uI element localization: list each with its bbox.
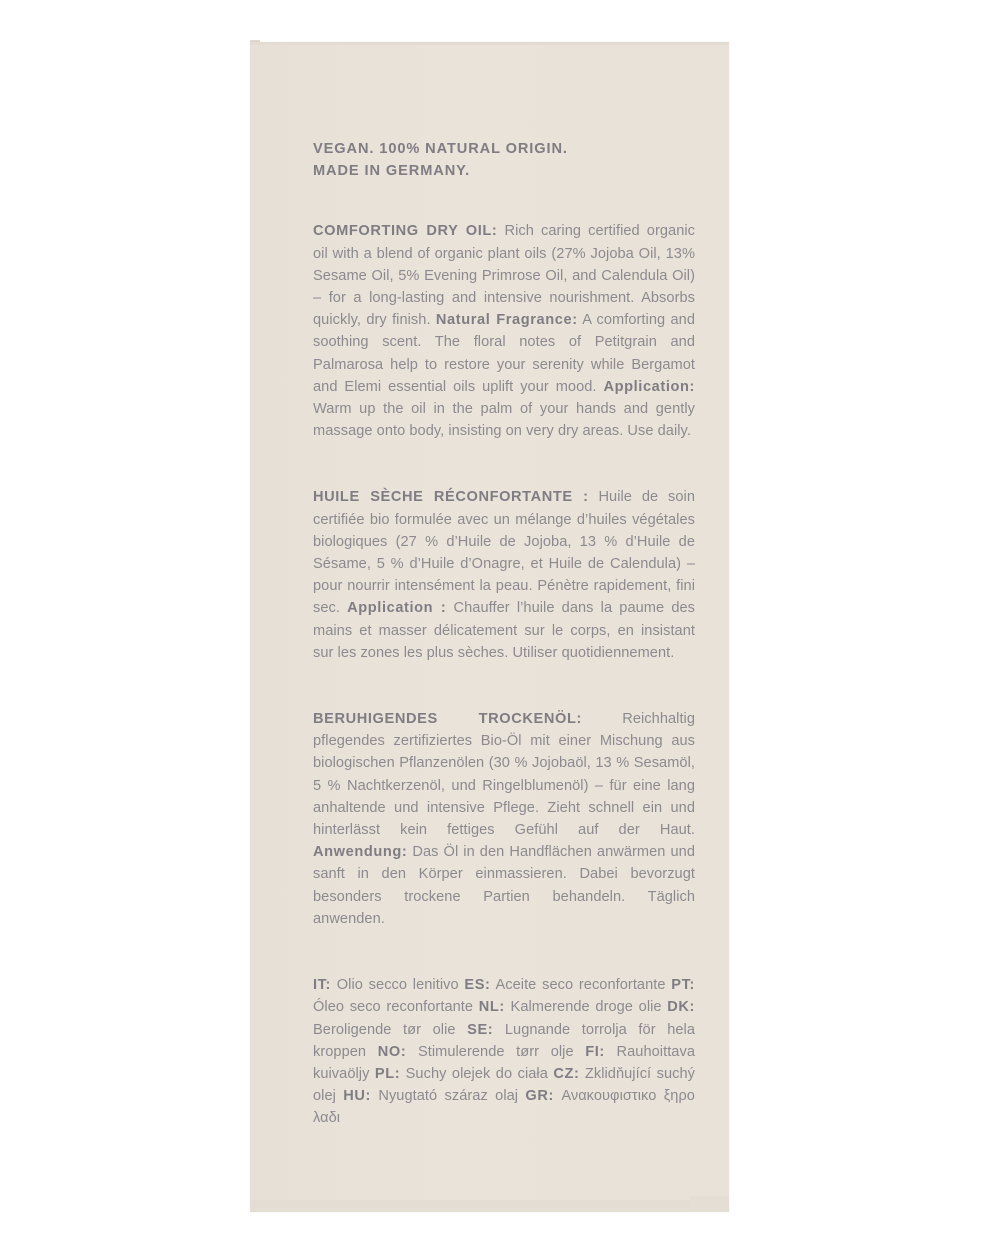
lang-name: Suchy olejek do ciała xyxy=(400,1065,554,1082)
english-label-fragrance: Natural Fragrance: xyxy=(435,312,578,329)
lang-code: IT: xyxy=(313,977,332,994)
english-text-2: A comforting and soothing scent. The floral notes of Petitgrain and Palmarosa help to restore your serenity while Bergamot and Elemi essential oils uplift your mood. xyxy=(313,312,695,395)
lang-name: Beroligende tør olie xyxy=(313,1021,468,1038)
lang-code: ES: xyxy=(464,977,491,994)
intro-line-2: MADE IN GERMANY. xyxy=(313,163,471,180)
lang-code: PL: xyxy=(374,1065,401,1082)
lang-code: NO: xyxy=(377,1043,407,1060)
french-label-application: Application : xyxy=(347,600,447,617)
english-section xyxy=(313,220,695,442)
lang-code: GR: xyxy=(525,1088,554,1105)
box-bottom-edge xyxy=(250,1200,690,1212)
english-text-1: Rich caring certified organic oil with a blend of organic plant oils (27% Jojoba Oil, 13% Sesame Oil, 5% Evening Primrose Oil, and Calendula Oil) – for a long-lasting and intensive nourishment. Absorbs quickly, dry finish. xyxy=(313,223,695,329)
french-text-2: Chauffer l’huile dans la paume des mains et masser délicatement sur le corps, en insistant sur les zones les plus sèches. Utiliser quotidiennement. xyxy=(313,600,695,661)
lang-code: PT: xyxy=(671,977,695,994)
english-text-3: Warm up the oil in the palm of your hands and gently massage onto body, insisting on very dry areas. Use daily. xyxy=(313,401,695,440)
lang-code: NL: xyxy=(478,999,505,1016)
german-section xyxy=(313,708,695,930)
lang-name: Stimulerende tørr olje xyxy=(406,1043,586,1060)
french-section xyxy=(313,486,695,664)
english-heading: COMFORTING DRY OIL: xyxy=(313,223,498,240)
intro-block xyxy=(313,138,695,182)
english-label-application: Application: xyxy=(603,378,695,395)
lang-name: Lugnande torrolja för hela kroppen xyxy=(313,1021,695,1060)
german-text-2: Das Öl in den Handflächen anwärmen und sanft in den Körper einmassieren. Dabei bevorzugt besonders trockene Partien behandeln. Täglich anwenden. xyxy=(313,844,695,927)
lang-code: SE: xyxy=(467,1021,494,1038)
german-label-application: Anwendung: xyxy=(313,844,408,861)
lang-name: Nyugtató száraz olaj xyxy=(371,1088,526,1105)
lang-name: Zklidňující suchý olej xyxy=(313,1065,695,1105)
german-text-1: Reichhaltig pflegendes zertifiziertes Bio-Öl mit einer Mischung aus biologischen Pflanzenölen (30 % Jojobaöl, 13 % Sesamöl, 5 % Nachtkerzenöl, und Ringelblumenöl) – für eine lang anhaltende und intensive Pflege. Zieht schnell ein und hinterlässt kein fettiges Gefühl auf der Haut. xyxy=(313,711,696,839)
lang-name: Aceite seco reconfortante xyxy=(490,977,672,994)
lang-code: CZ: xyxy=(553,1065,580,1082)
lang-name: Ανακουφιστικο ξηρο λαδι xyxy=(313,1088,695,1127)
box-top-edge xyxy=(250,42,729,45)
lang-name: Rauhoittava kuivaöljy xyxy=(313,1043,695,1082)
languages-section xyxy=(313,974,695,1129)
french-text-1: Huile de soin certifiée bio formulée avec un mélange d’huiles végétales biologiques (27 % d’Huile de Jojoba, 13 % d’Huile de Sésame, 5 % d’Huile d’Onagre, et Huile de Calendula) – pour nourrir intensément la peau. Pénètre rapidement, fini sec. xyxy=(313,489,695,617)
intro-line-1: VEGAN. 100% NATURAL ORIGIN. xyxy=(313,141,568,157)
lang-code: DK: xyxy=(667,999,695,1016)
french-heading: HUILE SÈCHE RÉCONFORTANTE : xyxy=(313,489,589,506)
lang-code: FI: xyxy=(585,1043,605,1060)
lang-name: Kalmerende droge olie xyxy=(504,999,668,1016)
box-text-panel xyxy=(313,138,695,1130)
box-bottom-tab xyxy=(690,1196,729,1212)
lang-name: Olio secco lenitivo xyxy=(331,977,465,994)
lang-code: HU: xyxy=(343,1088,372,1105)
german-heading: BERUHIGENDES TROCKENÖL: xyxy=(313,711,582,728)
lang-name: Óleo seco reconfortante xyxy=(313,999,479,1016)
